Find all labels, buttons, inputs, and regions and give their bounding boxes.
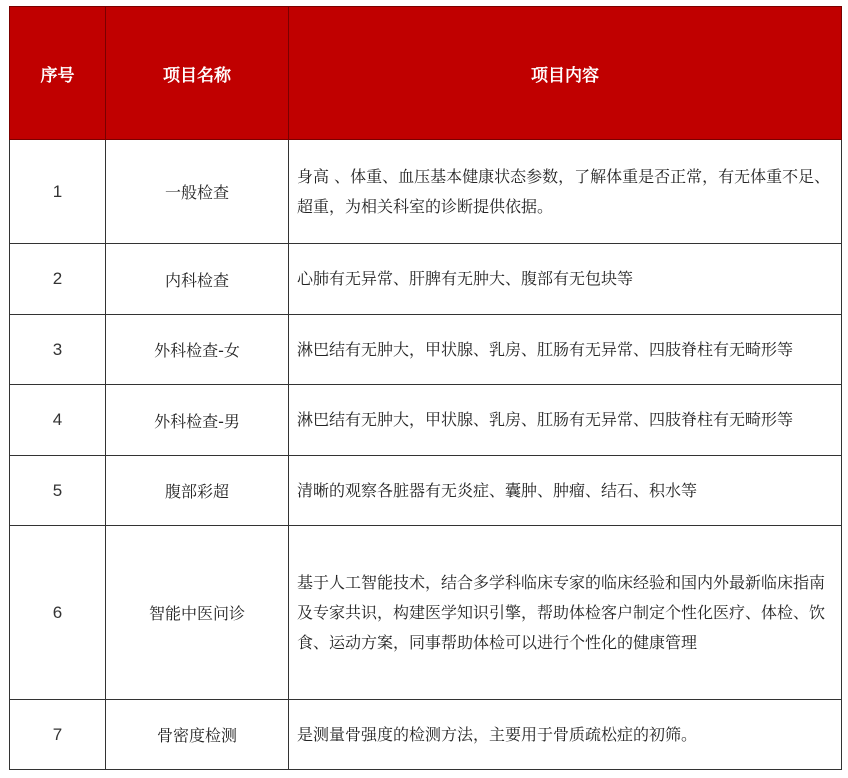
table-row bbox=[10, 244, 842, 315]
row-serial-number: 2 bbox=[10, 244, 106, 315]
header-serial-number: 序号 bbox=[10, 7, 106, 140]
table-header-row bbox=[10, 7, 842, 140]
row-serial-number: 3 bbox=[10, 315, 106, 385]
row-item-content: 是测量骨强度的检测方法，主要用于骨质疏松症的初筛。 bbox=[289, 700, 842, 770]
row-serial-number: 1 bbox=[10, 140, 106, 244]
row-item-content: 身高 、体重、血压基本健康状态参数，了解体重是否正常，有无体重不足、超重，为相关科室的诊断提供依据。 bbox=[289, 140, 842, 244]
row-item-name: 一般检查 bbox=[106, 140, 289, 244]
row-serial-number: 7 bbox=[10, 700, 106, 770]
row-item-name: 内科检查 bbox=[106, 244, 289, 315]
table-row bbox=[10, 315, 842, 385]
row-serial-number: 5 bbox=[10, 456, 106, 526]
table-row bbox=[10, 700, 842, 770]
row-item-content: 淋巴结有无肿大，甲状腺、乳房、肛肠有无异常、四肢脊柱有无畸形等 bbox=[289, 315, 842, 385]
header-item-content: 项目内容 bbox=[289, 7, 842, 140]
header-item-name: 项目名称 bbox=[106, 7, 289, 140]
table-row bbox=[10, 140, 842, 244]
row-item-name: 外科检查-女 bbox=[106, 315, 289, 385]
row-item-content: 基于人工智能技术，结合多学科临床专家的临床经验和国内外最新临床指南及专家共识，构建医学知识引擎，帮助体检客户制定个性化医疗、体检、饮食、运动方案，同事帮助体检可以进行个性化的健康管理 bbox=[289, 526, 842, 700]
row-item-content: 淋巴结有无肿大，甲状腺、乳房、肛肠有无异常、四肢脊柱有无畸形等 bbox=[289, 385, 842, 456]
row-item-content: 清晰的观察各脏器有无炎症、囊肿、肿瘤、结石、积水等 bbox=[289, 456, 842, 526]
row-item-content: 心肺有无异常、肝脾有无肿大、腹部有无包块等 bbox=[289, 244, 842, 315]
row-serial-number: 6 bbox=[10, 526, 106, 700]
row-item-name: 骨密度检测 bbox=[106, 700, 289, 770]
checkup-items-table bbox=[9, 6, 842, 770]
row-serial-number: 4 bbox=[10, 385, 106, 456]
row-item-name: 智能中医问诊 bbox=[106, 526, 289, 700]
table-row bbox=[10, 456, 842, 526]
table-row bbox=[10, 385, 842, 456]
row-item-name: 外科检查-男 bbox=[106, 385, 289, 456]
table-row bbox=[10, 526, 842, 700]
row-item-name: 腹部彩超 bbox=[106, 456, 289, 526]
